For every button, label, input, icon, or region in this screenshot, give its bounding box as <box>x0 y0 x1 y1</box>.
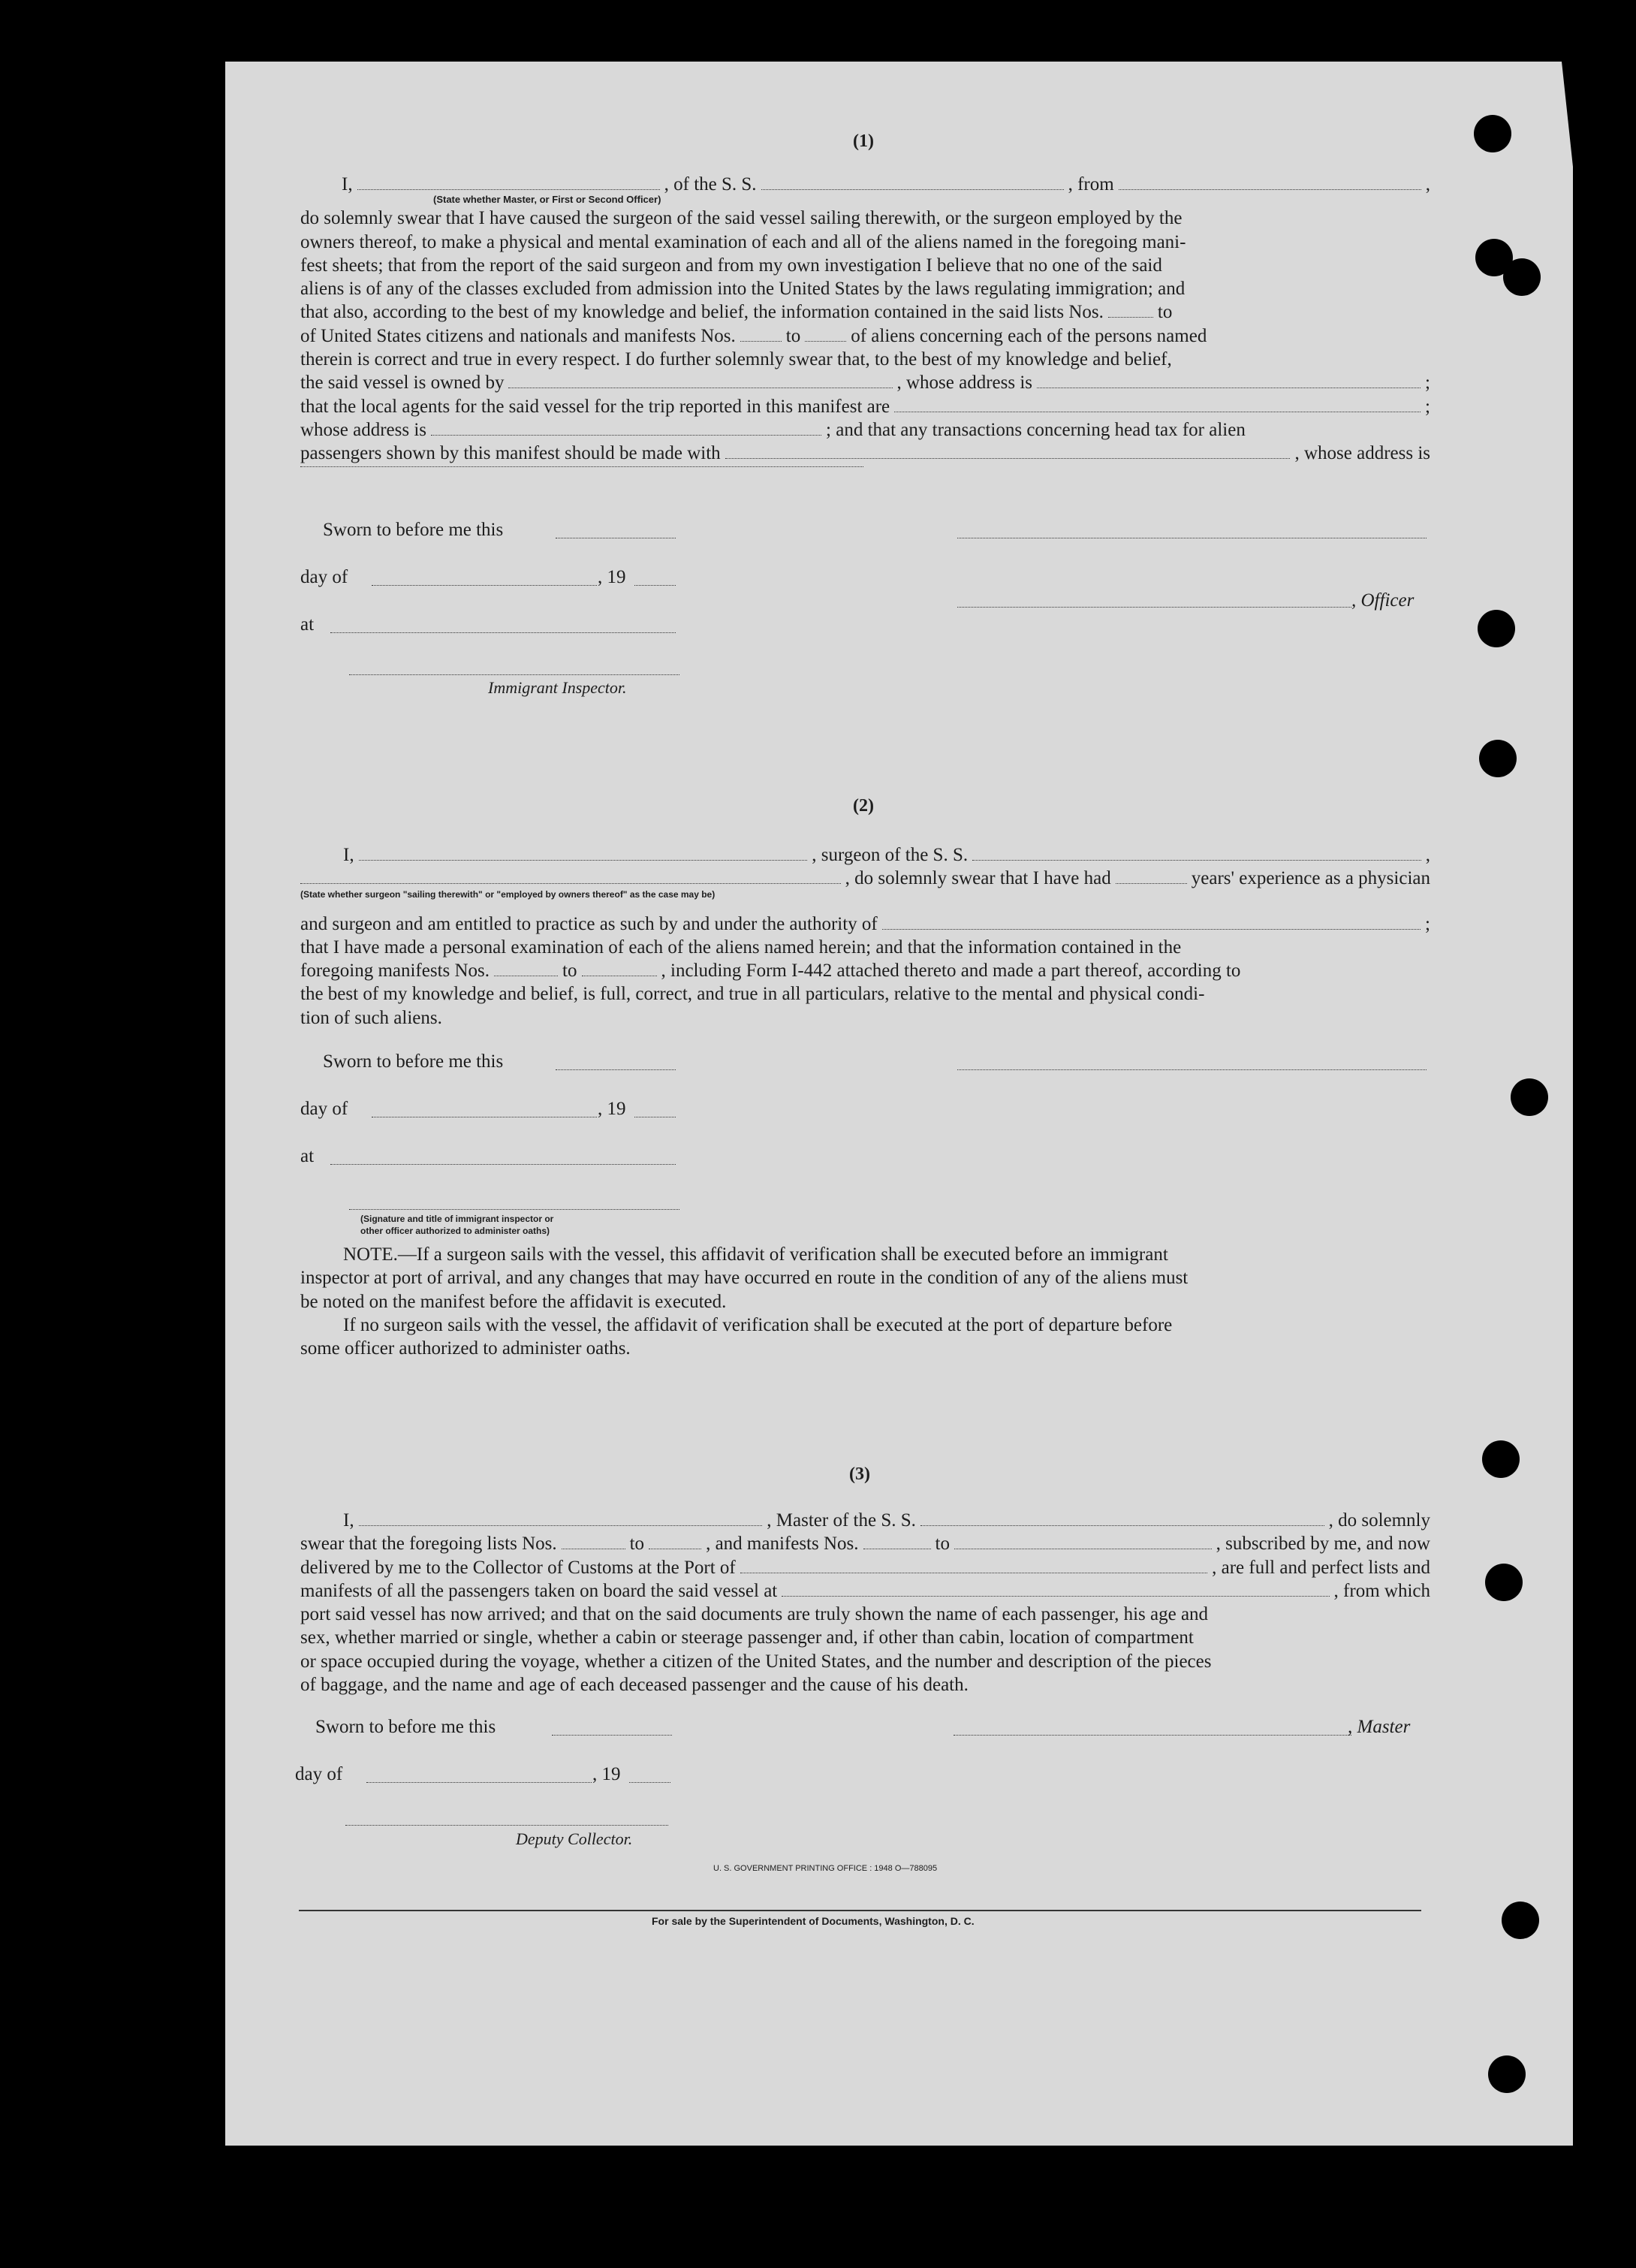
year-label: , 19 <box>598 1099 626 1119</box>
blank-place <box>330 632 676 633</box>
note-label: NOTE. <box>343 1244 398 1265</box>
paragraph-line: therein is correct and true in every respect. I do further solemnly swear that, to the best of my knowledge and belief, <box>300 349 1172 370</box>
blank-master-signature <box>954 1735 1351 1736</box>
blank-ship <box>972 859 1421 861</box>
text: , including Form I-442 attached thereto and made a part thereof, according to <box>661 961 1241 982</box>
blank-port <box>740 1572 1207 1573</box>
blank-years <box>1116 882 1187 884</box>
text: , are full and perfect lists and <box>1212 1557 1430 1578</box>
text: swear that the foregoing lists Nos. <box>300 1534 557 1555</box>
blank-authority <box>882 928 1421 930</box>
text: foregoing manifests Nos. <box>300 961 490 982</box>
text: ; <box>1425 913 1430 934</box>
blank-ship <box>761 188 1064 190</box>
text: , <box>1425 845 1431 865</box>
text: , do solemnly swear that I have had <box>845 868 1111 889</box>
text: , from <box>1068 174 1114 195</box>
text: to <box>1157 302 1173 323</box>
note <box>300 1243 1430 1360</box>
master-caption: , Master <box>1348 1717 1411 1737</box>
text: , from which <box>1333 1580 1430 1601</box>
binder-hole <box>1474 115 1511 152</box>
text: manifests of all the passengers taken on board the said vessel at <box>300 1580 778 1601</box>
at-label: at <box>300 1146 315 1166</box>
blank-month <box>366 1782 592 1783</box>
text: passengers shown by this manifest should be made with <box>300 443 721 464</box>
sworn-label: Sworn to before me this <box>323 520 504 540</box>
paragraph-line: do solemnly swear that I have caused the surgeon of the said vessel sailing therewith, or the surgeon employed by the <box>300 208 1183 229</box>
blank-place <box>330 1164 676 1165</box>
text: whose address is <box>300 419 427 440</box>
binder-hole <box>1488 2055 1526 2093</box>
blank-inspector-signature <box>349 674 679 675</box>
printing-office-imprint: U. S. GOVERNMENT PRINTING OFFICE : 1948 O—788095 <box>713 1864 938 1873</box>
day-of-label: day of <box>300 1099 348 1119</box>
paragraph-line: owners thereof, to make a physical and mental examination of each and all of the aliens named in the foregoing mani- <box>300 231 1186 252</box>
blank <box>740 340 782 342</box>
text: , whose address is <box>896 372 1033 394</box>
text: , whose address is <box>1294 443 1430 464</box>
text: and surgeon and am entitled to practice as such by and under the authority of <box>300 913 878 934</box>
note-text: —If a surgeon sails with the vessel, this affidavit of verification shall be executed before an immigrant <box>397 1244 1168 1265</box>
blank <box>562 1548 625 1549</box>
text: I, <box>343 845 354 865</box>
section-number: (1) <box>853 131 874 151</box>
binder-hole <box>1503 258 1541 296</box>
year-label: , 19 <box>598 567 626 587</box>
footer-rule <box>299 1910 1421 1911</box>
text: , and manifests Nos. <box>706 1534 859 1555</box>
text: years' experience as a physician <box>1191 868 1430 889</box>
paragraph-line: the best of my knowledge and belief, is full, correct, and true in all particulars, relative to the mental and physical condi- <box>300 984 1205 1005</box>
paragraph-line: sex, whether married or single, whether a cabin or steerage passenger and, if other than cabin, location of compartment <box>300 1627 1194 1648</box>
blank <box>494 975 558 976</box>
blank-ship <box>920 1525 1324 1526</box>
deputy-collector-caption: Deputy Collector. <box>516 1829 633 1848</box>
blank-date <box>556 1069 676 1070</box>
blank <box>805 340 846 342</box>
blank-address <box>1037 387 1421 388</box>
sworn-label: Sworn to before me this <box>315 1717 496 1737</box>
blank-owner <box>508 387 892 388</box>
blank-master <box>359 1525 763 1526</box>
paragraph-line: port said vessel has now arrived; and that on the said documents are truly shown the name of each passenger, his age and <box>300 1604 1209 1625</box>
day-of-label: day of <box>300 567 348 587</box>
field-caption: (State whether Master, or First or Second Officer) <box>433 194 661 206</box>
signature-caption: other officer authorized to administer oaths) <box>360 1226 550 1236</box>
blank <box>863 1548 931 1549</box>
blank <box>954 1548 1212 1549</box>
text: the said vessel is owned by <box>300 372 505 394</box>
text: ; <box>1425 396 1430 417</box>
paragraph-line: fest sheets; that from the report of the said surgeon and from my own investigation I believe that no one of the said <box>300 255 1162 276</box>
at-label: at <box>300 614 315 635</box>
text: I, <box>342 174 353 195</box>
field-caption: (State whether surgeon "sailing therewith" or "employed by owners thereof" as the case may be) <box>300 888 716 900</box>
text: to <box>562 961 577 982</box>
text: , of the S. S. <box>664 174 757 195</box>
blank <box>1108 316 1153 318</box>
note-line: If no surgeon sails with the vessel, the affidavit of verification shall be executed at the port of departure before <box>343 1314 1173 1335</box>
binder-hole <box>1478 610 1515 647</box>
section-number: (2) <box>853 796 874 816</box>
text: ; and that any transactions concerning head tax for alien <box>826 419 1246 440</box>
blank-address <box>300 466 863 467</box>
paragraph-line: or space occupied during the voyage, whether a citizen of the United States, and the number and description of the pieces <box>300 1651 1212 1672</box>
blank <box>649 1548 701 1549</box>
day-of-label: day of <box>295 1764 343 1784</box>
binder-hole <box>1479 740 1517 777</box>
blank-surgeon <box>359 859 808 861</box>
blank-from <box>1119 188 1421 190</box>
text: that the local agents for the said vessel for the trip reported in this manifest are <box>300 396 890 417</box>
blank-surgeon-type <box>300 882 841 884</box>
text: of United States citizens and nationals and manifests Nos. <box>300 325 736 346</box>
note-line <box>300 1243 1430 1266</box>
text: to <box>785 325 801 346</box>
year-label: , 19 <box>592 1764 621 1784</box>
blank-officer <box>357 188 660 190</box>
text: of aliens concerning each of the persons named <box>851 325 1207 346</box>
note-line: some officer authorized to administer oaths. <box>300 1338 631 1359</box>
paragraph-line: tion of such aliens. <box>300 1007 442 1028</box>
text: I, <box>343 1510 354 1531</box>
inspector-caption: Immigrant Inspector. <box>488 678 627 697</box>
text: , surgeon of the S. S. <box>812 845 969 865</box>
section-2-oath <box>300 843 1430 1030</box>
blank-official-signature <box>349 1209 679 1210</box>
blank-surgeon-signature <box>957 1069 1427 1070</box>
text: , do solemnly <box>1328 1510 1431 1531</box>
blank <box>582 975 657 976</box>
binder-hole <box>1485 1564 1523 1601</box>
section-1-oath <box>300 173 1430 467</box>
text: that also, according to the best of my knowledge and belief, the information contained in the said lists Nos. <box>300 302 1104 323</box>
binder-hole <box>1482 1440 1520 1478</box>
text: to <box>629 1534 645 1555</box>
blank-date <box>552 1735 672 1736</box>
blank-month <box>372 585 597 586</box>
text: , Master of the S. S. <box>767 1510 916 1531</box>
note-line: inspector at port of arrival, and any changes that may have occurred en route in the condition of any of the aliens must <box>300 1268 1189 1289</box>
blank-address <box>431 434 821 436</box>
sworn-label: Sworn to before me this <box>323 1051 504 1072</box>
binder-hole <box>1511 1078 1548 1116</box>
text: to <box>935 1534 950 1555</box>
officer-caption: , Officer <box>1351 590 1415 611</box>
blank-port <box>782 1595 1329 1597</box>
section-3-oath <box>300 1509 1430 1696</box>
paragraph-line: aliens is of any of the classes excluded from admission into the United States by the laws regulating immigration; and <box>300 279 1186 300</box>
blank-officer-signature <box>957 607 1351 608</box>
blank <box>725 457 1291 459</box>
blank-collector-signature <box>345 1825 668 1826</box>
binder-hole <box>1502 1902 1539 1939</box>
section-number: (3) <box>849 1464 870 1484</box>
blank-year <box>634 585 676 586</box>
blank-year <box>629 1782 670 1783</box>
paragraph-line: that I have made a personal examination of each of the aliens named herein; and that the information contained in the <box>300 936 1182 958</box>
text: , subscribed by me, and now <box>1216 1534 1430 1555</box>
blank-agents <box>894 411 1421 412</box>
signature-caption: (Signature and title of immigrant inspector or <box>360 1214 554 1224</box>
text: delivered by me to the Collector of Customs at the Port of <box>300 1557 736 1578</box>
text: ; <box>1425 372 1430 394</box>
paragraph-line: of baggage, and the name and age of each deceased passenger and the cause of his death. <box>300 1675 969 1696</box>
text: , <box>1425 174 1431 195</box>
note-line: be noted on the manifest before the affidavit is executed. <box>300 1291 727 1312</box>
for-sale-notice: For sale by the Superintendent of Documents, Washington, D. C. <box>652 1915 975 1927</box>
